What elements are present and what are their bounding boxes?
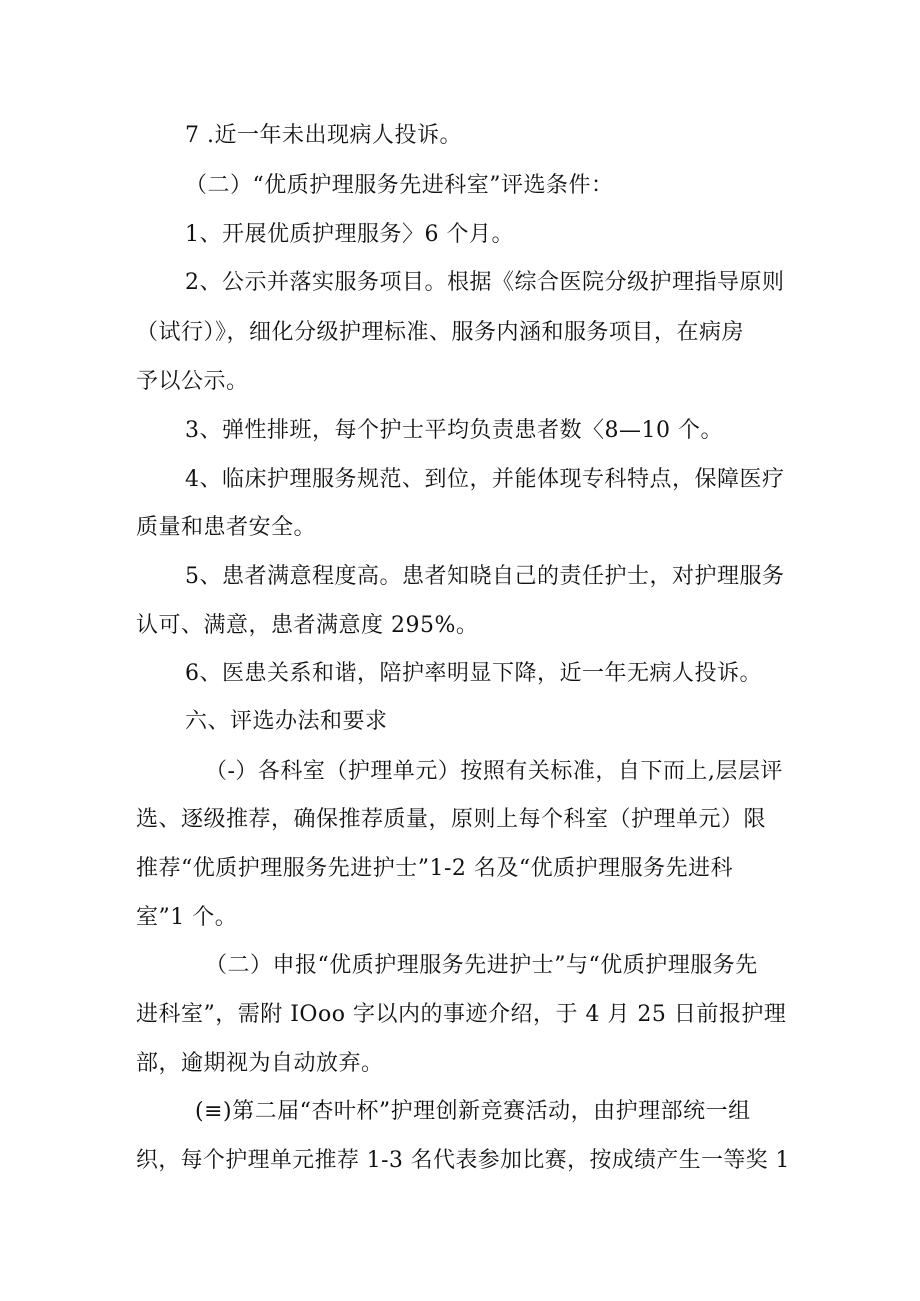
condition-4-line-2: 质量和患者安全。 [136, 515, 317, 540]
method-1-line-3: 推荐“优质护理服务先进护士”1-2 名及“优质护理服务先进科 [136, 856, 734, 881]
condition-2-line-1: 2、公示并落实服务项目。根据《综合医院分级护理指导原则 [185, 270, 785, 295]
method-1-line-1: （-）各科室（护理单元）按照有关标准，自下而上,层层评 [205, 759, 783, 784]
section-6-heading: 六、评选办法和要求 [185, 709, 388, 734]
method-2-line-1: （二）申报“优质护理服务先进护士”与“优质护理服务先 [205, 953, 758, 978]
method-1-line-4: 室”1 个。 [136, 905, 238, 930]
condition-3-line: 3、弹性排班，每个护士平均负责患者数〈8—10 个。 [185, 418, 723, 443]
item-7-line: 7 .近一年未出现病人投诉。 [185, 123, 462, 148]
method-2-line-3: 部，逾期视为自动放弃。 [136, 1051, 384, 1076]
method-3-line-1: (≡)第二届“杏叶杯”护理创新竞赛活动，由护理部统一组 [195, 1099, 751, 1124]
condition-2-line-2: （试行）》，细化分级护理标准、服务内涵和服务项目，在病房 [136, 320, 745, 345]
method-3-line-2: 织，每个护理单元推荐 1-3 名代表参加比赛，按成绩产生一等奖 1 [136, 1148, 790, 1173]
condition-2-line-3: 予以公示。 [136, 369, 249, 394]
condition-4-line-1: 4、临床护理服务规范、到位，并能体现专科特点，保障医疗 [185, 467, 785, 492]
method-1-line-2: 选、逐级推荐，确保推荐质量，原则上每个科室（护理单元）限 [136, 807, 767, 832]
method-2-line-2: 进科室”，需附 IOoo 字以内的事迹介绍，于 4 月 25 日前报护理 [136, 1002, 787, 1027]
condition-5-line-2: 认可、满意，患者满意度 295%。 [136, 613, 479, 638]
condition-5-line-1: 5、患者满意程度高。患者知晓自己的责任护士，对护理服务 [185, 564, 785, 589]
section-2-heading: （二）“优质护理服务先进科室”评选条件： [185, 173, 614, 198]
condition-6-line: 6、医患关系和谐，陪护率明显下降，近一年无病人投诉。 [185, 661, 762, 686]
condition-1-line: 1、开展优质护理服务〉6 个月。 [185, 222, 514, 247]
